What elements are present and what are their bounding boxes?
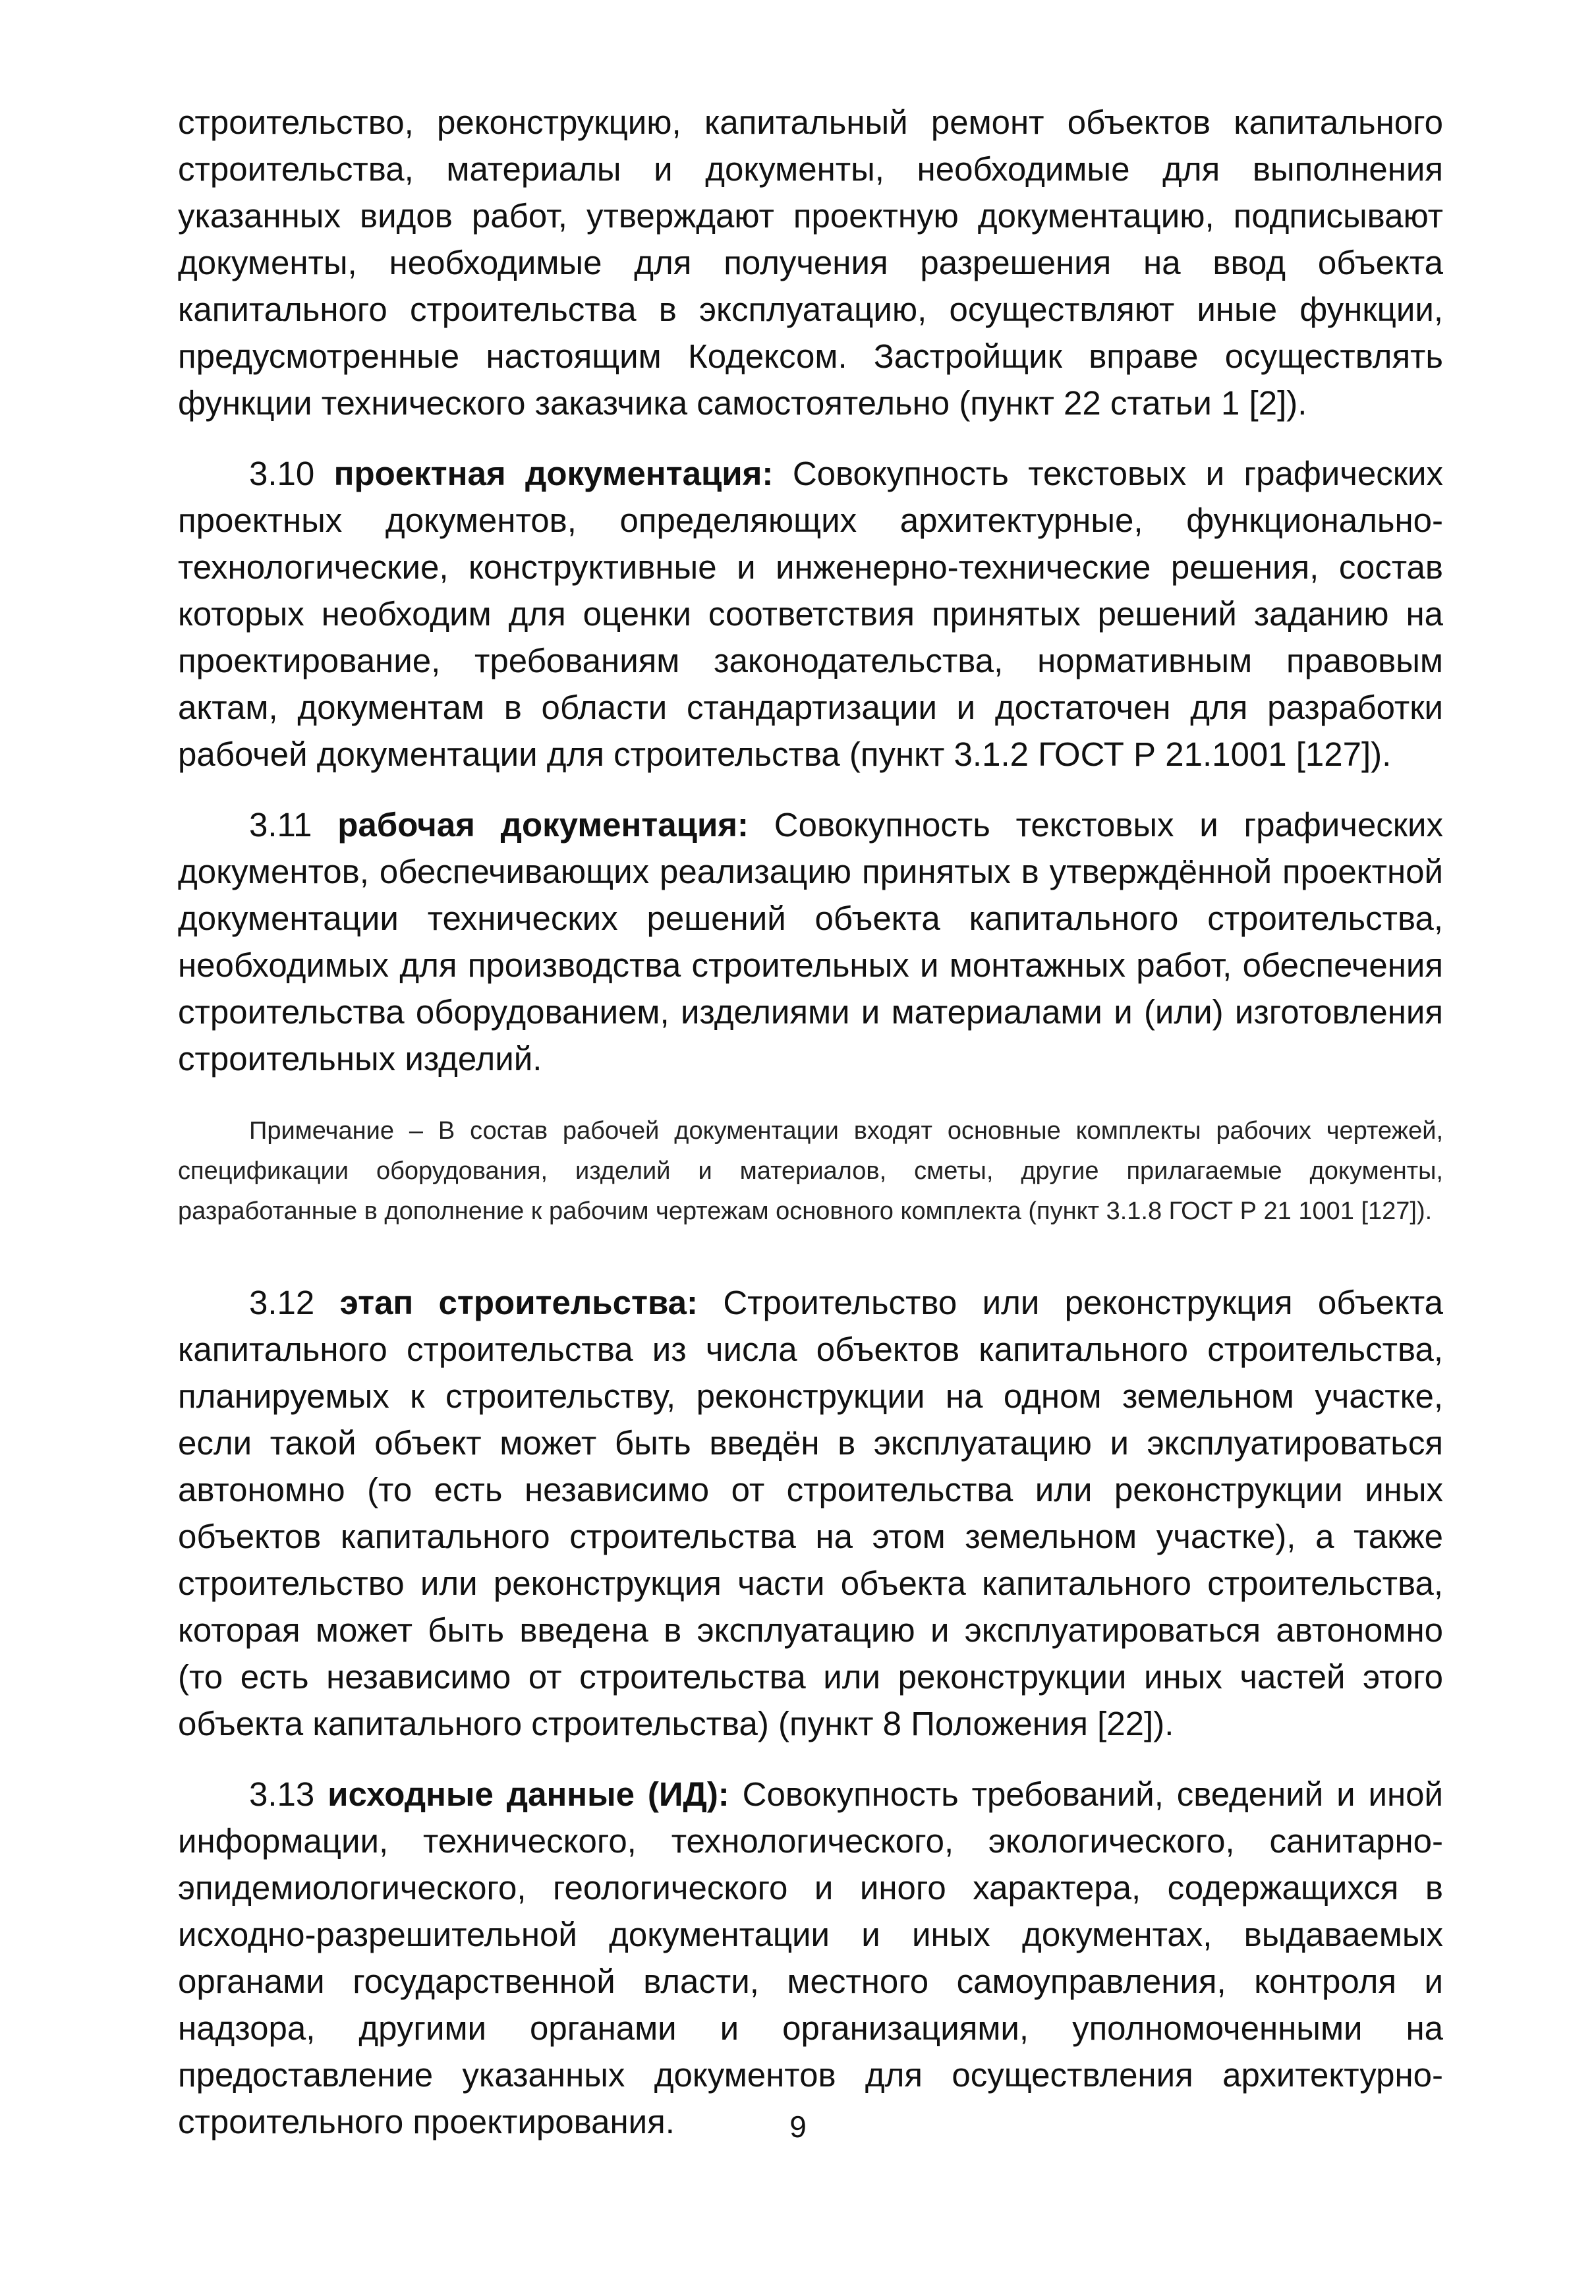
- definition-3-10: Совокупность текстовых и графических проектных документов, определяющих архитектурные, функционально-технологические, конструктивные и инженерно-технические решения, состав которых необходим для оценки соответствия принятых решений заданию на проектирование, требованиям законодательства, нормативным правовым актам, документам в области стандартизации и достаточен для разработки рабочей документации для строительства (пункт 3.1.2 ГОСТ Р 21.1001 [127]).: [178, 455, 1443, 773]
- paragraph-3-12: [178, 1279, 1443, 1747]
- definition-3-11: Совокупность текстовых и графических документов, обеспечивающих реализацию принятых в утверждённой проектной документации технических решений объекта капитального строительства, необходимых для производства строительных и монтажных работ, обеспечения строительства оборудованием, изделиями и материалами и (или) изготовления строительных изделий.: [178, 806, 1444, 1077]
- term-3-12: этап строительства:: [339, 1284, 698, 1321]
- page-number: 9: [789, 2109, 807, 2144]
- paragraph-continuation: строительство, реконструкцию, капитальный ремонт объектов капитального строительства, материалы и документы, необходимые для выполнения указанных видов работ, утверждают проектную документацию, подписывают документы, необходимые для получения разрешения на ввод объекта капитального строительства в эксплуатацию, осуществляют иные функции, предусмотренные настоящим Кодексом. Застройщик вправе осуществлять функции технического заказчика самостоятельно (пункт 22 статьи 1 [2]).: [178, 103, 1443, 422]
- clause-number-3-12: 3.12: [249, 1284, 315, 1321]
- clause-number-3-13: 3.13: [249, 1775, 315, 1813]
- term-3-13: исходные данные (ИД):: [328, 1775, 729, 1813]
- term-3-11: рабочая документация:: [337, 806, 749, 844]
- paragraph-3-13: [178, 1771, 1443, 2145]
- term-3-10: проектная документация:: [333, 455, 774, 492]
- clause-number-3-10: 3.10: [249, 455, 315, 492]
- paragraph-3-10: [178, 450, 1443, 778]
- definition-3-13: Совокупность требований, сведений и иной информации, технического, технологического, экологического, санитарно-эпидемиологического, геологического и иного характера, содержащихся в исходно-разрешительной документации и иных документах, выдаваемых органами государственной власти, местного самоуправления, контроля и надзора, другими органами и организациями, уполномоченными на предоставление указанных документов для осуществления архитектурно-строительного проектирования.: [178, 1775, 1443, 2140]
- page-content: [178, 99, 1443, 2145]
- note-3-11: Примечание – В состав рабочей документации входят основные комплекты рабочих чертежей, спецификации оборудования, изделий и материалов, сметы, другие прилагаемые документы, разработанные в дополнение к рабочим чертежам основного комплекта (пункт 3.1.8 ГОСТ Р 21 1001 [127]).: [178, 1117, 1443, 1225]
- paragraph-3-11: [178, 801, 1443, 1082]
- definition-3-12: Строительство или реконструкция объекта капитального строительства из числа объектов капитального строительства, планируемых к строительству, реконструкции на одном земельном участке, если такой объект может быть введён в эксплуатацию и эксплуатироваться автономно (то есть независимо от строительства или реконструкции иных объектов капитального строительства на этом земельном участке), а также строительство или реконструкция части объекта капитального строительства, которая может быть введена в эксплуатацию и эксплуатироваться автономно (то есть независимо от строительства или реконструкции иных частей этого объекта капитального строительства) (пункт 8 Положения [22]).: [178, 1284, 1444, 1742]
- clause-number-3-11: 3.11: [249, 806, 312, 844]
